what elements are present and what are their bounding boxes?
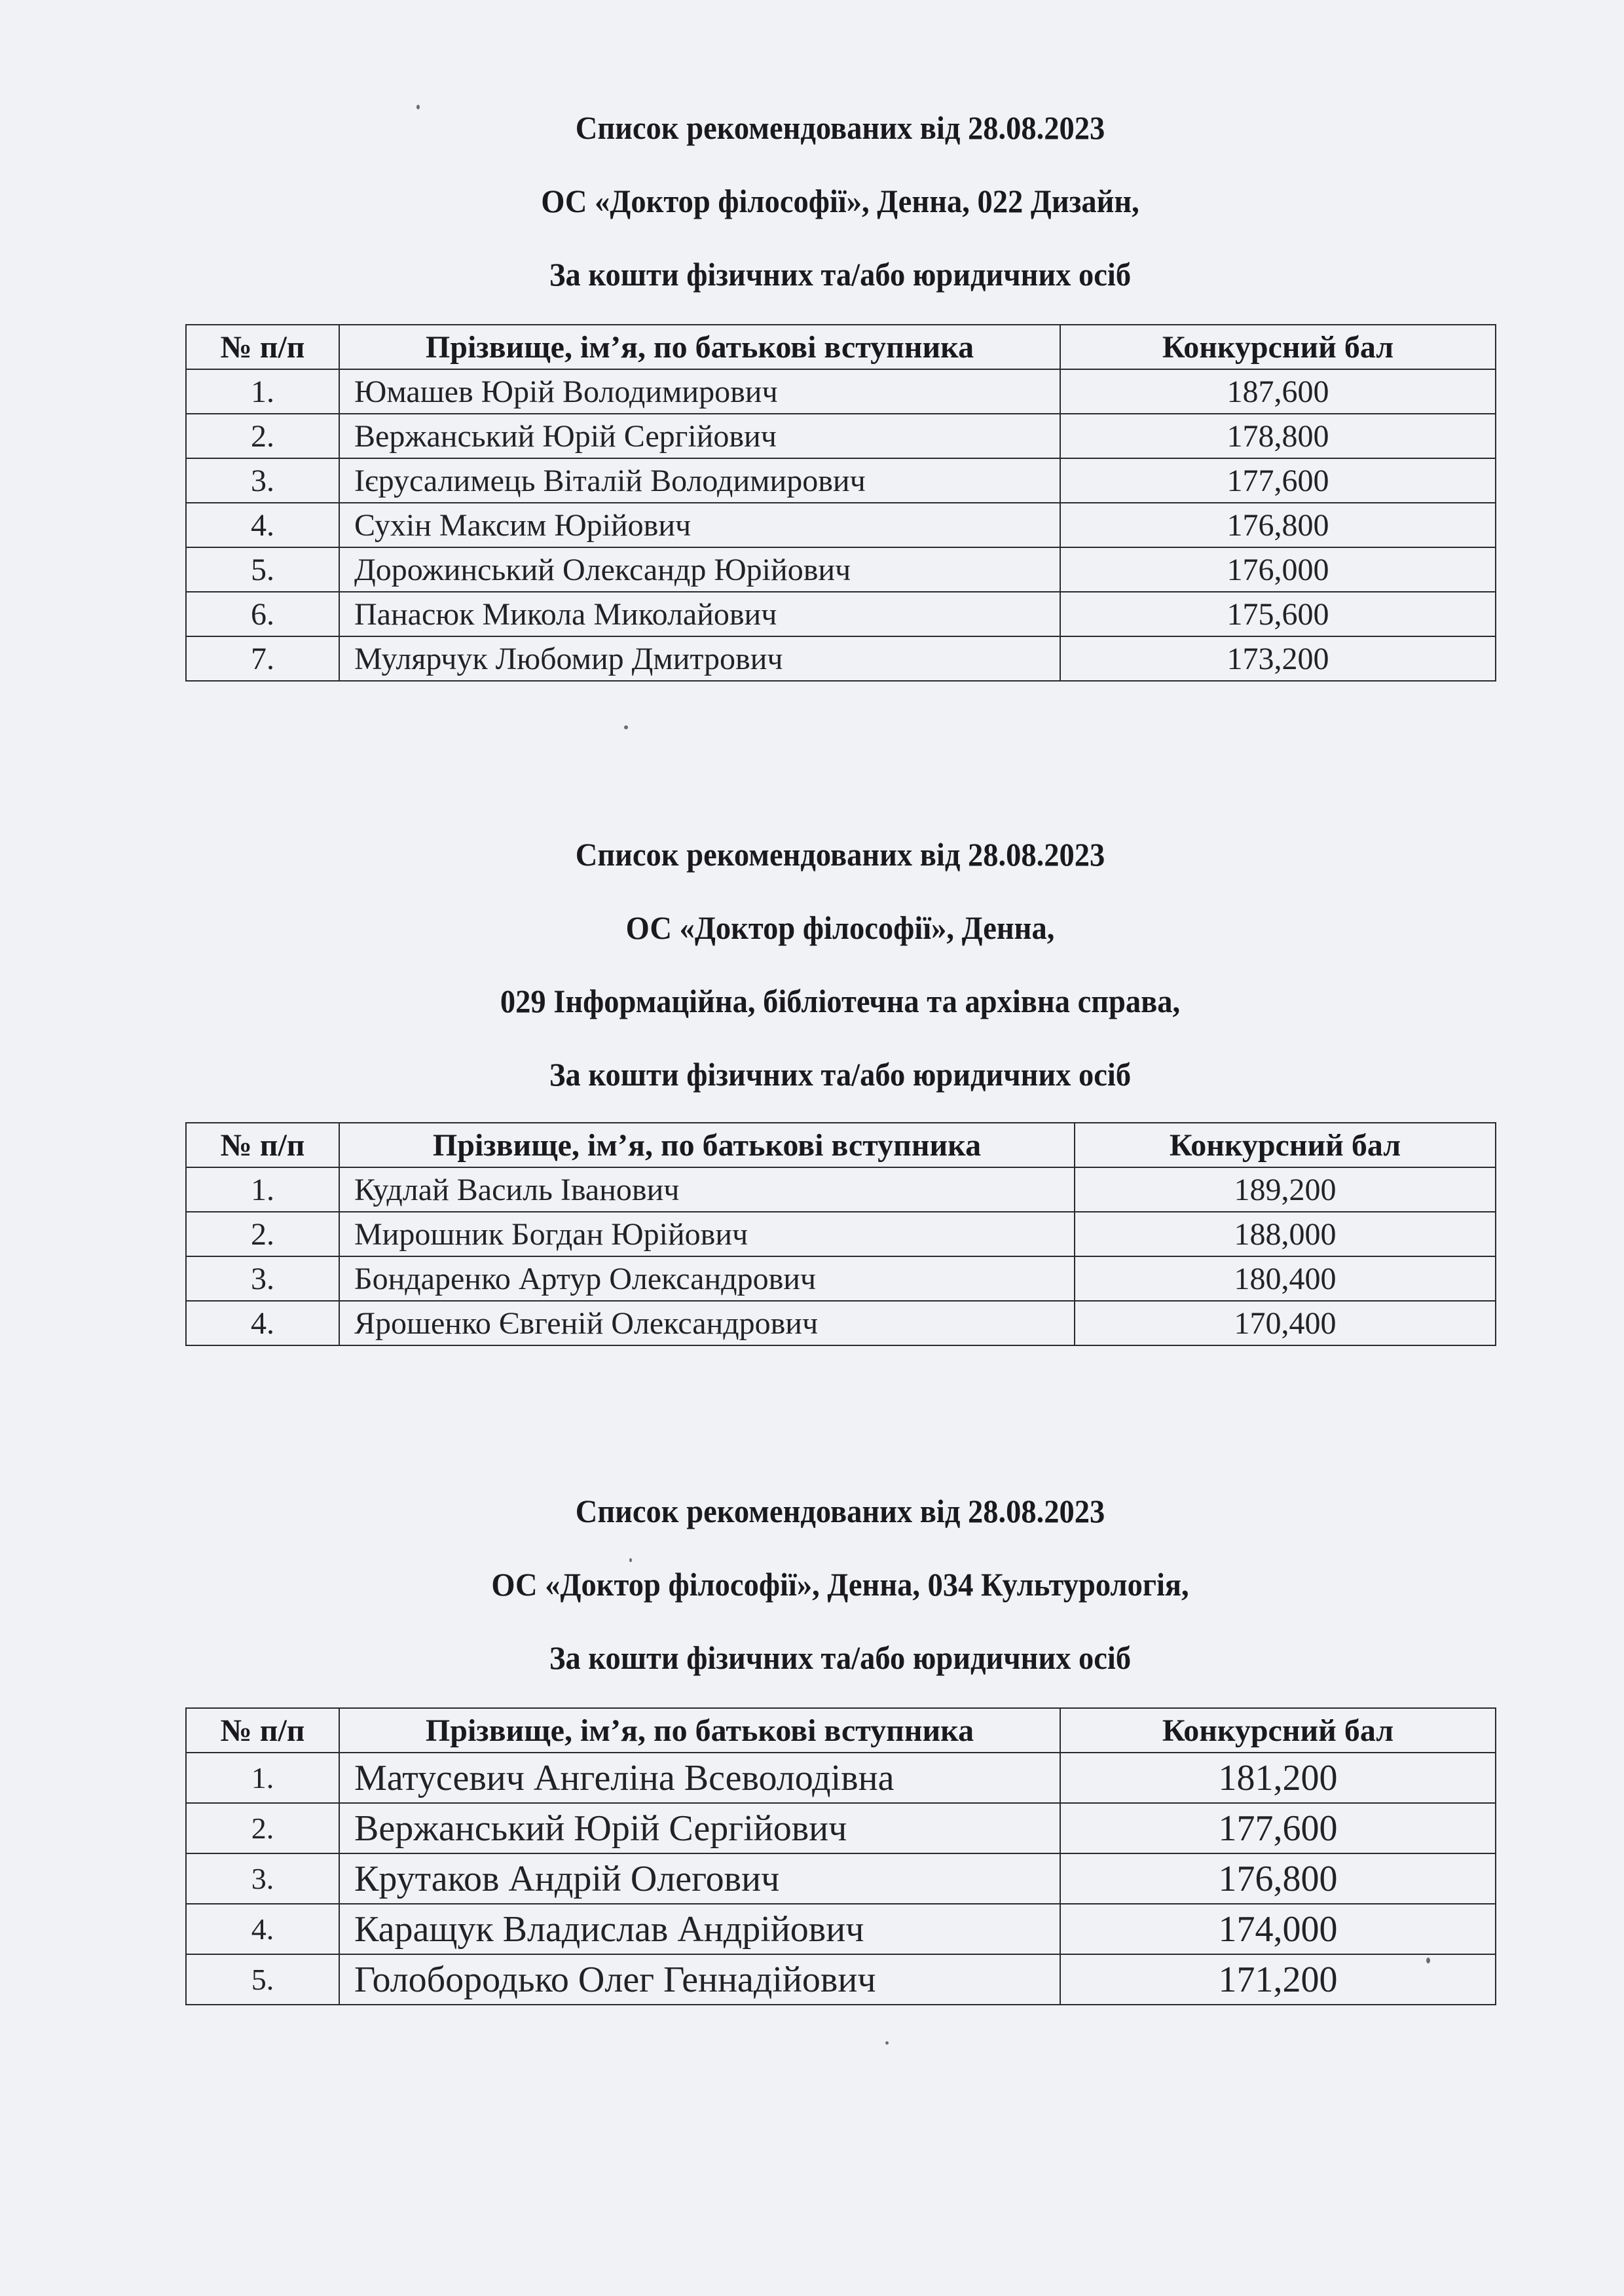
row-number: 2. [186,414,339,458]
column-header-score: Конкурсний бал [1075,1123,1496,1167]
applicant-score: 173,200 [1060,636,1496,681]
applicant-name: Ярошенко Євгеній Олександрович [339,1301,1075,1345]
table-row [186,1853,1496,1904]
row-number: 5. [186,547,339,592]
applicant-score: 176,800 [1060,503,1496,547]
section-cultural-studies [185,1495,1495,2005]
row-number: 5. [186,1954,339,2005]
applicant-score: 181,200 [1060,1753,1496,1803]
heading-program: ОС «Доктор філософії», Денна, 022 Дизайн, [541,183,1139,219]
table-row [186,1167,1496,1212]
section-heading [185,111,1495,291]
applicant-name: Вержанський Юрій Сергійович [339,1803,1060,1853]
table-row [186,1954,1496,2005]
applicant-score: 175,600 [1060,592,1496,636]
heading-specialty: 029 Інформаційна, бібліотечна та архівна справа, [500,983,1181,1019]
scan-speck [624,725,628,729]
table-row [186,369,1496,414]
heading-program: ОС «Доктор філософії», Денна, [625,909,1055,946]
table-row [186,592,1496,636]
applicant-name: Матусевич Ангеліна Всеволодівна [339,1753,1060,1803]
column-header-score: Конкурсний бал [1060,325,1496,369]
section-heading [185,1495,1495,1674]
applicant-score: 176,800 [1060,1853,1496,1904]
column-header-number: № п/п [186,1123,339,1167]
row-number: 3. [186,458,339,503]
row-number: 2. [186,1803,339,1853]
applicant-score: 178,800 [1060,414,1496,458]
applicant-name: Бондаренко Артур Олександрович [339,1256,1075,1301]
heading-funding: За кошти фізичних та/або юридичних осіб [549,256,1132,293]
applicants-table [185,1122,1496,1346]
section-heading [185,838,1495,1091]
applicant-score: 170,400 [1075,1301,1496,1345]
applicant-score: 176,000 [1060,547,1496,592]
table-header-row [186,1123,1496,1167]
applicant-name: Ієрусалимець Віталій Володимирович [339,458,1060,503]
heading-title: Список рекомендованих від 28.08.2023 [575,836,1105,873]
applicant-name: Вержанський Юрій Сергійович [339,414,1060,458]
applicant-score: 174,000 [1060,1904,1496,1954]
column-header-score: Конкурсний бал [1060,1708,1496,1753]
applicant-score: 177,600 [1060,1803,1496,1853]
row-number: 3. [186,1853,339,1904]
table-row [186,1301,1496,1345]
applicant-score: 189,200 [1075,1167,1496,1212]
row-number: 7. [186,636,339,681]
row-number: 4. [186,1904,339,1954]
scan-speck [1426,1958,1430,1963]
applicant-name: Мулярчук Любомир Дмитрович [339,636,1060,681]
column-header-name: Прізвище, ім’я, по батькові вступника [339,1123,1075,1167]
table-row [186,414,1496,458]
applicant-name: Каращук Владислав Андрійович [339,1904,1060,1954]
applicant-score: 188,000 [1075,1212,1496,1256]
applicant-name: Крутаков Андрій Олегович [339,1853,1060,1904]
table-row [186,1904,1496,1954]
row-number: 2. [186,1212,339,1256]
heading-title: Список рекомендованих від 28.08.2023 [575,1493,1105,1529]
applicant-score: 177,600 [1060,458,1496,503]
applicant-name: Панасюк Микола Миколайович [339,592,1060,636]
column-header-number: № п/п [186,1708,339,1753]
row-number: 4. [186,503,339,547]
table-row [186,1256,1496,1301]
applicant-name: Дорожинський Олександр Юрійович [339,547,1060,592]
applicant-name: Голобородько Олег Геннадійович [339,1954,1060,2005]
applicants-table [185,324,1496,682]
table-row [186,1212,1496,1256]
table-row [186,636,1496,681]
scan-speck [416,105,420,109]
section-information-library-archive [185,838,1495,1346]
scan-speck [885,2041,889,2045]
row-number: 6. [186,592,339,636]
table-row [186,1753,1496,1803]
column-header-number: № п/п [186,325,339,369]
row-number: 1. [186,1167,339,1212]
row-number: 1. [186,1753,339,1803]
heading-funding: За кошти фізичних та/або юридичних осіб [549,1639,1132,1676]
table-header-row [186,325,1496,369]
applicant-score: 171,200 [1060,1954,1496,2005]
row-number: 4. [186,1301,339,1345]
applicant-score: 187,600 [1060,369,1496,414]
heading-title: Список рекомендованих від 28.08.2023 [575,109,1105,146]
applicant-name: Юмашев Юрій Володимирович [339,369,1060,414]
table-row [186,503,1496,547]
applicant-name: Кудлай Василь Іванович [339,1167,1075,1212]
applicant-score: 180,400 [1075,1256,1496,1301]
column-header-name: Прізвище, ім’я, по батькові вступника [339,1708,1060,1753]
heading-program: ОС «Доктор філософії», Денна, 034 Культурологія, [491,1566,1189,1603]
row-number: 3. [186,1256,339,1301]
heading-funding: За кошти фізичних та/або юридичних осіб [549,1056,1132,1093]
applicant-name: Сухін Максим Юрійович [339,503,1060,547]
column-header-name: Прізвище, ім’я, по батькові вступника [339,325,1060,369]
section-design [185,105,1495,682]
table-row [186,547,1496,592]
table-row [186,458,1496,503]
table-row [186,1803,1496,1853]
table-header-row [186,1708,1496,1753]
row-number: 1. [186,369,339,414]
applicant-name: Мирошник Богдан Юрійович [339,1212,1075,1256]
scan-speck [629,1558,632,1562]
applicants-table [185,1707,1496,2005]
